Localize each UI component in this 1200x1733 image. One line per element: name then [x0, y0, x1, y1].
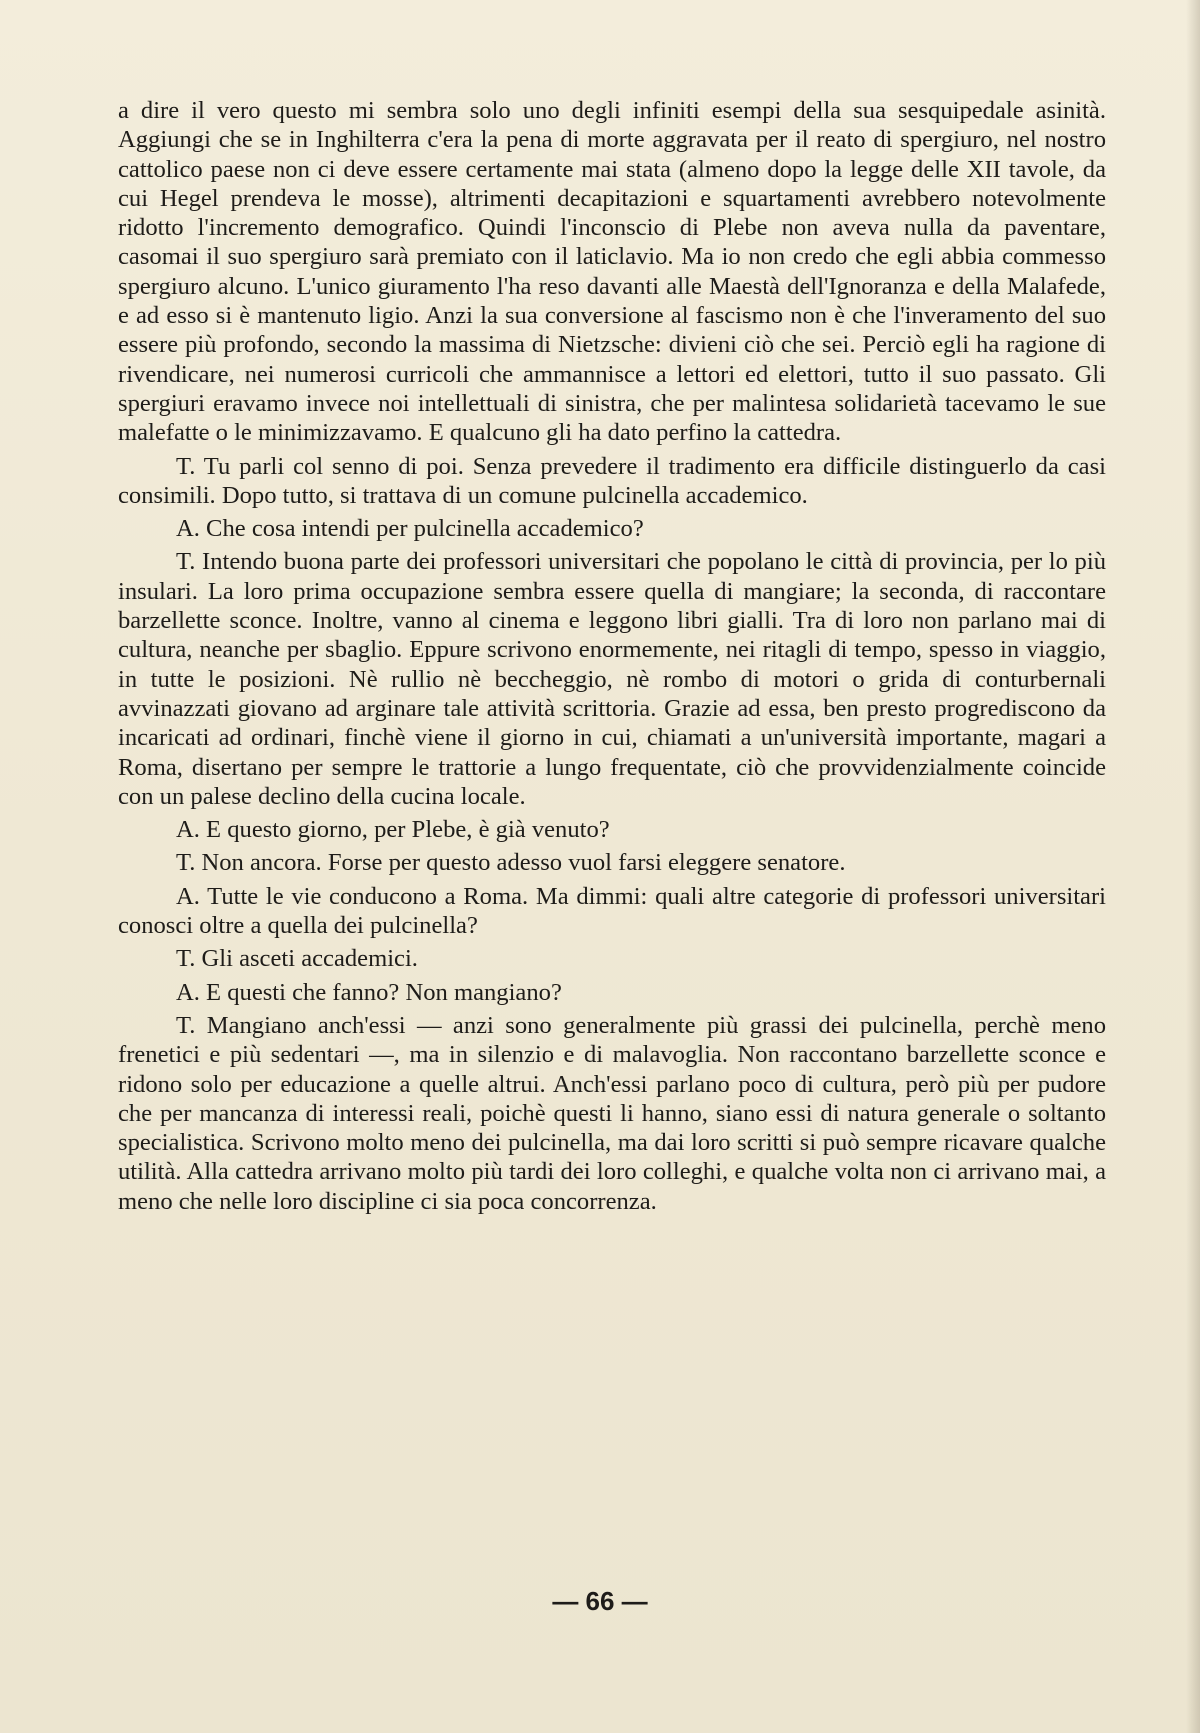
paragraph-4: T. Intendo buona parte dei professori universitari che popolano le città di provincia, per lo più insulari. La loro prima occupazione sembra essere quella di mangiare; la seconda, di raccontare barzellette sconce. Inoltre, vanno al cinema e leggono libri gialli. Tra di loro non parlano mai di cultura, neanche per sbaglio. Eppure scrivono enormemente, nei ritagli di tempo, spesso in viaggio, in tutte le posizioni. Nè rullio nè beccheggio, nè rombo di motori o grida di conturbernali avvinazzati giovano ad arginare tale attività scrittoria. Grazie ad essa, ben presto progrediscono da incaricati ad ordinari, finchè viene il giorno in cui, chiamati a un'università importante, magari a Roma, disertano per sempre le trattorie a lungo frequentate, ciò che provvidenzialmente coincide con un palese declino della cucina locale. — [118, 548, 1106, 810]
paragraph-1: a dire il vero questo mi sembra solo uno degli infiniti esempi della sua sesquipedale asinità. Aggiungi che se in Inghilterra c'era la pena di morte aggravata per il reato di spergiuro, nel nostro cattolico paese non ci deve essere certamente mai stata (almeno dopo la legge delle XII tavole, da cui Hegel prendeva le mosse), altrimenti decapitazioni e squartamenti avrebbero notevolmente ridotto l'incremento demografico. Quindi l'inconscio di Plebe non aveva nulla da paventare, casomai il suo spergiuro sarà premiato con il laticlavio. Ma io non credo che egli abbia commesso spergiuro alcuno. L'unico giuramento l'ha reso davanti alle Maestà dell'Ignoranza e della Malafede, e ad esso si è mantenuto ligio. Anzi la sua conversione al fascismo non è che l'inveramento del suo essere più profondo, secondo la massima di Nietzsche: divieni ciò che sei. Perciò egli ha ragione di rivendicare, nei numerosi curricoli che ammannisce a lettori ed elettori, tutto il suo passato. Gli spergiuri eravamo invece noi intellettuali di sinistra, che per malintesa solidarietà tacevamo le sue malefatte o le minimizzavamo. E qualcuno gli ha dato perfino la cattedra. — [118, 97, 1106, 447]
paragraph-7: A. Tutte le vie conducono a Roma. Ma dimmi: quali altre categorie di professori universitari conosci oltre a quella dei pulcinella? — [118, 882, 1106, 940]
page-number: — 66 — — [552, 1586, 648, 1616]
paragraph-5: A. E questo giorno, per Plebe, è già venuto? — [176, 816, 610, 844]
paragraph-9: A. E questi che fanno? Non mangiano? — [176, 978, 562, 1006]
paragraph-6: T. Non ancora. Forse per questo adesso vuol farsi eleggere senatore. — [176, 849, 846, 877]
paragraph-2: T. Tu parli col senno di poi. Senza prevedere il tradimento era difficile distinguerlo da casi consimili. Dopo tutto, si trattava di un comune pulcinella accademico. — [118, 452, 1106, 509]
paragraph-10: T. Mangiano anch'essi — anzi sono generalmente più grassi dei pulcinella, perchè meno frenetici e più sedentari —, ma in silenzio e di malavoglia. Non raccontano barzellette sconce e ridono solo per educazione a quelle altrui. Anch'essi parlano poco di cultura, però più per pudore che per mancanza di interessi reali, poichè questi li hanno, siano essi di natura generale o soltanto specialistica. Scrivono molto meno dei pulcinella, ma dai loro scritti si può sempre ricavare qualche utilità. Alla cattedra arrivano molto più tardi dei loro colleghi, e qualche volta non ci arrivano mai, a meno che nelle loro discipline ci sia poca concorrenza. — [118, 1011, 1106, 1215]
page-edge-shadow — [1186, 0, 1200, 1733]
paragraph-3: A. Che cosa intendi per pulcinella accademico? — [176, 515, 644, 543]
body-text — [118, 96, 1106, 1216]
paragraph-8: T. Gli asceti accademici. — [176, 945, 418, 973]
